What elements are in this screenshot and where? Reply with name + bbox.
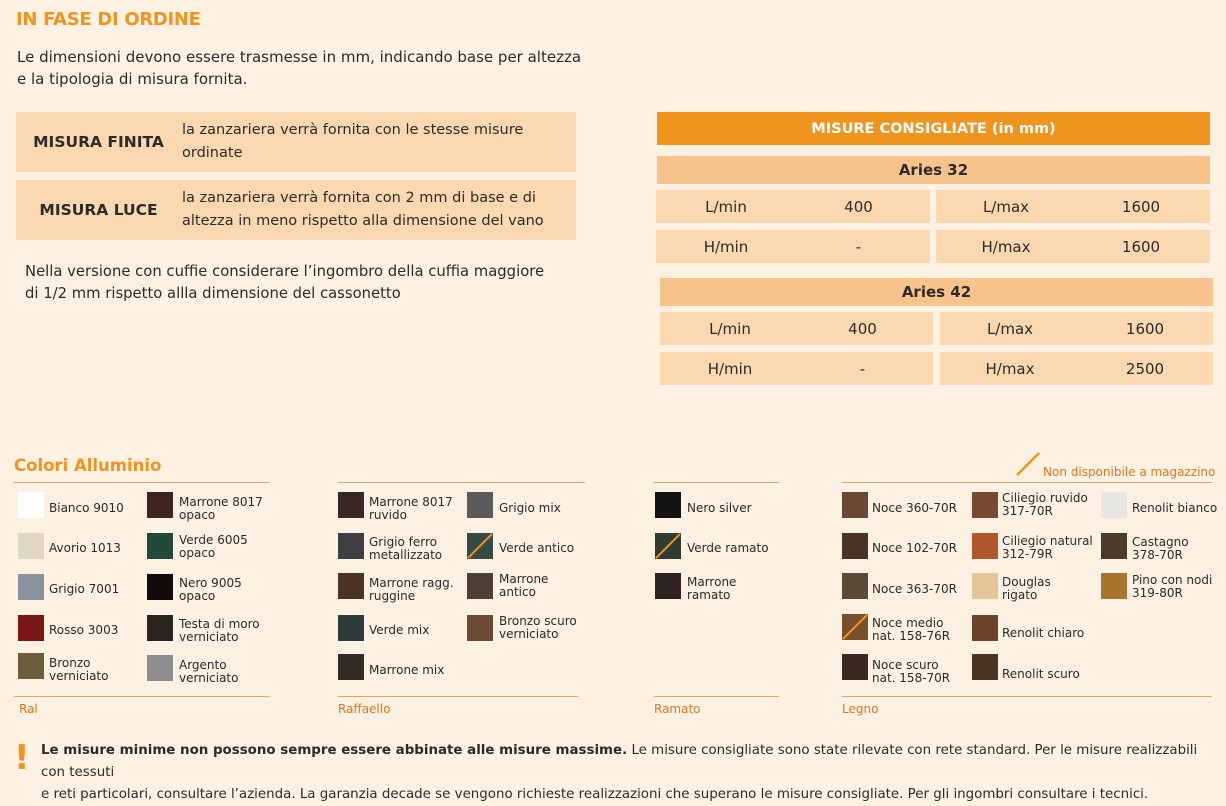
label-grigio-mix: Grigio mix — [499, 501, 561, 515]
label-nero-silver: Nero silver — [687, 501, 752, 515]
warning-icon: ! — [14, 738, 30, 778]
legno-divider — [842, 696, 1212, 697]
misura-finita-box — [16, 112, 576, 172]
swatch-renolit-bianco — [1101, 492, 1127, 518]
misure-consigliate-title: MISURE CONSIGLIATE (in mm) — [657, 112, 1210, 145]
group-label-ral: Ral — [19, 702, 38, 716]
swatch-argento-verniciato — [147, 655, 173, 681]
swatch-marrone-ragg — [338, 573, 364, 599]
swatch-bronzo-verniciato — [18, 653, 44, 679]
model-aries-32-title: Aries 32 — [657, 156, 1210, 184]
aries42-lmin-cell: L/min 400 — [660, 312, 933, 345]
swatch-bianco-9010 — [18, 492, 44, 518]
label-marrone-mix: Marrone mix — [369, 663, 445, 677]
swatch-rosso-3003 — [18, 615, 44, 641]
swatch-grigio-ferro — [338, 533, 364, 559]
group-label-ramato: Ramato — [654, 702, 701, 716]
label-renolit-chiaro: Renolit chiaro — [1002, 626, 1085, 640]
label-argento-verniciato: Argento verniciato — [179, 658, 239, 685]
label-ciliegio-natural: Ciliegio natural 312-79R — [1002, 534, 1093, 561]
label-grigio-ferro: Grigio ferro metallizzato — [369, 535, 443, 562]
colori-top-divider-legno — [842, 482, 1212, 483]
aries32-hmin-cell: H/min - — [656, 230, 930, 263]
group-label-legno: Legno — [842, 702, 879, 716]
swatch-verde-6005-opaco — [147, 533, 173, 559]
cuffie-note: Nella versione con cuffie considerare l’ingombro della cuffia maggiore di 1/2 mm rispetto allla dimensione del cassonetto — [25, 263, 545, 302]
aries42-hmax-cell: H/max 2500 — [940, 352, 1213, 385]
aries42-hmin-cell: H/min - — [660, 352, 933, 385]
label-marrone-8017-ruvido: Marrone 8017 ruvido — [369, 495, 453, 522]
label-noce-102: Noce 102-70R — [872, 541, 957, 555]
swatch-marrone-8017-opaco — [147, 492, 173, 518]
swatch-testa-di-moro — [147, 615, 173, 641]
label-pino-con-nodi: Pino con nodi 319-80R — [1132, 573, 1213, 600]
label-renolit-bianco: Renolit bianco — [1132, 501, 1218, 515]
label-noce-scuro: Noce scuro nat. 158-70R — [872, 658, 951, 685]
swatch-castagno — [1101, 533, 1127, 559]
label-marrone-8017-opaco: Marrone 8017 opaco — [179, 495, 263, 522]
label-rosso-3003: Rosso 3003 — [49, 623, 119, 637]
label-noce-360: Noce 360-70R — [872, 501, 957, 515]
misura-luce-desc: la zanzariera verrà fornita con 2 mm di base e di altezza in meno rispetto alla dimensione del vano — [182, 190, 544, 229]
colori-top-divider-raffaello — [338, 482, 585, 483]
swatch-marrone-ramato — [655, 573, 681, 599]
swatch-pino-con-nodi — [1101, 573, 1127, 599]
swatch-verde-mix — [338, 615, 364, 641]
colori-top-divider-ramato — [654, 482, 779, 483]
footer-disclaimer: Le misure minime non possono sempre essere abbinate alle misure massime. Le misure consigliate sono state rilevate con rete standard. Per le misure realizzabili con tessuti e reti particolari, consultare l’azienda. La garanzia decade se vengono richieste realizzazioni che superano le misure consigliate. Per gli ingombri consultare i tecnici. — [41, 743, 1198, 802]
label-grigio-7001: Grigio 7001 — [49, 582, 120, 596]
swatch-ciliegio-natural — [972, 533, 998, 559]
swatch-avorio-1013 — [18, 533, 44, 559]
swatch-grigio-7001 — [18, 574, 44, 600]
label-noce-363: Noce 363-70R — [872, 582, 957, 596]
ramato-divider — [654, 696, 779, 697]
label-verde-mix: Verde mix — [369, 623, 430, 637]
label-ciliegio-ruvido: Ciliegio ruvido 317-70R — [1002, 491, 1088, 518]
label-verde-ramato: Verde ramato — [687, 541, 769, 555]
colori-title: Colori Alluminio — [14, 456, 162, 475]
label-bronzo-scuro: Bronzo scuro verniciato — [499, 614, 577, 641]
misura-luce-box — [16, 180, 576, 240]
aries32-lmin-cell: L/min 400 — [656, 190, 930, 223]
aries32-hmax-cell: H/max 1600 — [936, 230, 1210, 263]
label-renolit-scuro: Renolit scuro — [1002, 667, 1080, 681]
misura-finita-label: MISURA FINITA — [33, 133, 164, 151]
swatch-noce-scuro — [842, 654, 868, 680]
swatch-noce-360 — [842, 492, 868, 518]
label-testa-di-moro: Testa di moro verniciato — [179, 617, 260, 644]
intro-text: Le dimensioni devono essere trasmesse in mm, indicando base per altezza e la tipologia di misura fornita. — [17, 48, 582, 88]
swatch-marrone-8017-ruvido — [338, 492, 364, 518]
swatch-nero-silver — [655, 492, 681, 518]
aries42-lmax-cell: L/max 1600 — [940, 312, 1213, 345]
swatch-renolit-chiaro — [972, 615, 998, 641]
swatch-marrone-antico — [467, 573, 493, 599]
label-marrone-ragg: Marrone ragg. ruggine — [369, 576, 454, 603]
swatch-verde-ramato — [655, 533, 681, 559]
label-noce-medio: Noce medio nat. 158-76R — [872, 616, 951, 643]
swatch-renolit-scuro — [972, 654, 998, 680]
label-marrone-ramato: Marrone ramato — [687, 575, 737, 602]
label-verde-6005-opaco: Verde 6005 opaco — [179, 533, 248, 560]
page-title: IN FASE DI ORDINE — [16, 9, 201, 30]
misura-luce-label: MISURA LUCE — [39, 201, 158, 219]
swatch-ciliegio-ruvido — [972, 492, 998, 518]
raffaello-divider — [338, 696, 578, 697]
label-castagno: Castagno 378-70R — [1132, 535, 1189, 562]
label-bianco-9010: Bianco 9010 — [49, 501, 124, 515]
not-available-slash-icon — [1015, 451, 1041, 477]
not-available-legend: Non disponibile a magazzino — [1043, 465, 1216, 479]
label-douglas: Douglas rigato — [1002, 575, 1051, 602]
swatch-bronzo-scuro — [467, 615, 493, 641]
swatch-noce-102 — [842, 533, 868, 559]
swatch-noce-medio — [842, 614, 868, 640]
swatch-grigio-mix — [467, 492, 493, 518]
label-avorio-1013: Avorio 1013 — [49, 541, 121, 555]
colori-top-divider-ral — [14, 482, 269, 483]
label-nero-9005-opaco: Nero 9005 opaco — [179, 576, 242, 603]
ral-divider — [14, 696, 269, 697]
model-aries-42-title: Aries 42 — [660, 278, 1213, 306]
label-bronzo-verniciato: Bronzo verniciato — [49, 656, 109, 683]
swatch-marrone-mix — [338, 654, 364, 680]
swatch-noce-363 — [842, 573, 868, 599]
label-marrone-antico: Marrone antico — [499, 572, 549, 599]
swatch-douglas — [972, 573, 998, 599]
group-label-raffaello: Raffaello — [338, 702, 391, 716]
misura-finita-desc: la zanzariera verrà fornita con le stesse misure ordinate — [182, 122, 524, 161]
label-verde-antico: Verde antico — [499, 541, 575, 555]
aries32-lmax-cell: L/max 1600 — [936, 190, 1210, 223]
swatch-verde-antico — [467, 533, 493, 559]
swatch-nero-9005-opaco — [147, 574, 173, 600]
